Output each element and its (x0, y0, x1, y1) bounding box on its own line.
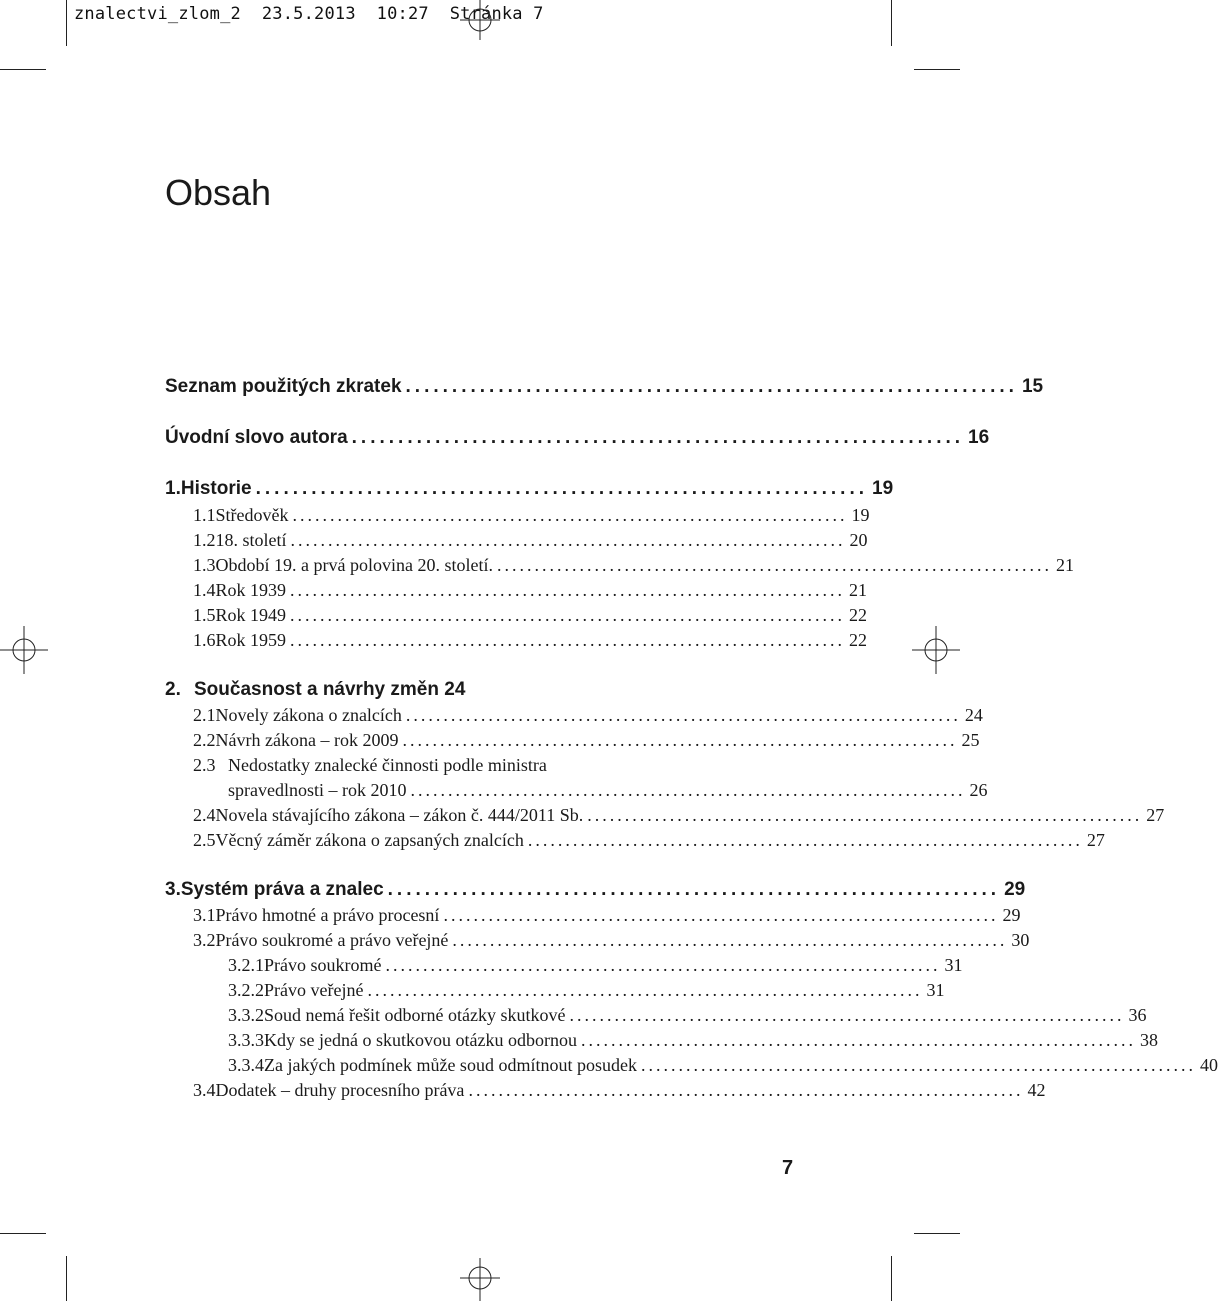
leader-dots: .......................................................................... (405, 705, 961, 725)
toc-entry-label: Dodatek – druhy procesního práva (215, 1080, 465, 1100)
toc-entry-3-3-2[interactable] (228, 1005, 1147, 1030)
toc-entry-2-3[interactable] (193, 755, 786, 780)
toc-entry-label: Středověk (215, 505, 289, 525)
toc-entry-label: Současnost a návrhy změn 24 (194, 679, 466, 700)
toc-entry-page: 36 (1128, 1005, 1147, 1025)
leader-dots: .......................................................................... (587, 805, 1143, 825)
toc-entry-page: 21 (849, 580, 868, 600)
toc-entry-page: 21 (1055, 555, 1074, 575)
toc-entry-label: Seznam použitých zkratek (165, 376, 402, 397)
toc-entry-number: 3.2 (193, 930, 216, 950)
toc-entry-number: 2.5 (193, 830, 216, 850)
toc-entry-number: 2.4 (193, 805, 216, 825)
toc-entry-label: Právo veřejné (264, 980, 364, 1000)
toc-entry-number: 2.1 (193, 705, 216, 725)
toc-entry-page: 27 (1086, 830, 1105, 850)
toc-entry-label: Období 19. a prvá polovina 20. století. (215, 555, 493, 575)
leader-dots: .......................................................................... (290, 630, 846, 650)
toc-entry-1-1[interactable] (193, 505, 870, 530)
toc-entry-page: 19 (851, 505, 870, 525)
toc-entry-3-2-1[interactable] (228, 955, 963, 980)
toc-entry-number: 3.2.1 (228, 955, 264, 975)
toc-entry-page: 30 (1011, 930, 1030, 950)
leader-dots: .......................................................................... (468, 1080, 1024, 1100)
toc-entry-page: 25 (961, 730, 980, 750)
toc-entry-label: Právo hmotné a právo procesní (215, 905, 440, 925)
toc-entry-3-1[interactable] (193, 905, 1021, 930)
toc-entry-label: Úvodní slovo autora (165, 427, 348, 448)
leader-dots: .................................................................. (387, 879, 1001, 900)
toc-entry-page: 15 (1021, 376, 1044, 397)
toc-entry-number: 3.3.2 (228, 1005, 264, 1025)
toc-entry-label: Rok 1939 (215, 580, 287, 600)
toc-entry-number: 2.3 (193, 755, 216, 775)
toc-entry-2-1[interactable] (193, 705, 983, 730)
toc-entry-page: 22 (849, 630, 868, 650)
toc-entry-3-3-4[interactable] (228, 1055, 1218, 1080)
toc-entry-number: 1.6 (193, 630, 216, 650)
toc-entry-number: 1.2 (193, 530, 216, 550)
toc-entry-1-3[interactable] (193, 555, 1074, 580)
toc-entry-page: 42 (1027, 1080, 1046, 1100)
leader-dots: .......................................................................... (527, 830, 1083, 850)
toc-entry-3-3-3[interactable] (228, 1030, 1158, 1055)
toc-entry-number: 1. (165, 478, 181, 499)
toc-entry-1-4[interactable] (193, 580, 868, 605)
toc-entry-2-2[interactable] (193, 730, 980, 755)
toc-entry-1-6[interactable] (193, 630, 868, 655)
leader-dots: .......................................................................... (640, 1055, 1196, 1075)
toc-entry-1-2[interactable] (193, 530, 868, 555)
toc-chapter-1[interactable] (165, 478, 894, 504)
toc-entry-page: 31 (926, 980, 945, 1000)
toc-entry-label: Věcný záměr zákona o zapsaných znalcích (215, 830, 524, 850)
toc-entry-number: 2.2 (193, 730, 216, 750)
toc-entry-label: Soud nemá řešit odborné otázky skutkové (264, 1005, 566, 1025)
leader-dots: .......................................................................... (569, 1005, 1125, 1025)
toc-entry-page: 20 (849, 530, 868, 550)
toc-entry-3-2[interactable] (193, 930, 1030, 955)
toc-entry-number: 1.1 (193, 505, 216, 525)
leader-dots: .......................................................................... (367, 980, 923, 1000)
toc-entry-label: Rok 1949 (215, 605, 287, 625)
toc-entry-page: 22 (849, 605, 868, 625)
toc-entry-number: 1.4 (193, 580, 216, 600)
toc-entry-label: Nedostatky znalecké činnosti podle ministra (228, 755, 547, 775)
leader-dots: .......................................................................... (290, 580, 846, 600)
toc-entry-page: 29 (1004, 879, 1026, 900)
page-number: 7 (782, 1157, 794, 1179)
leader-dots: .................................................................. (351, 427, 965, 448)
toc-entry-label: Za jakých podmínek může soud odmítnout posudek (264, 1055, 637, 1075)
toc-entry-page: 26 (969, 780, 988, 800)
slug-date: 23.5.2013 (261, 4, 356, 24)
toc-entry-abbreviations[interactable] (165, 376, 1044, 402)
toc-entry-page: 31 (944, 955, 963, 975)
toc-entry-label: Právo soukromé (264, 955, 382, 975)
toc-entry-label: Novely zákona o znalcích (215, 705, 402, 725)
toc-entry-number: 1.3 (193, 555, 216, 575)
leader-dots: .................................................................. (405, 376, 1018, 397)
leader-dots: .......................................................................... (290, 530, 846, 550)
toc-chapter-2[interactable] (165, 679, 786, 705)
toc-entry-label: 18. století (215, 530, 287, 550)
toc-entry-page: 27 (1146, 805, 1165, 825)
toc-entry-number: 3.4 (193, 1080, 216, 1100)
toc-entry-number: 3.3.4 (228, 1055, 264, 1075)
toc-entry-number: 3.2.2 (228, 980, 264, 1000)
leader-dots: .......................................................................... (385, 955, 941, 975)
slug-page-label: Stránka 7 (449, 4, 544, 24)
page-title: Obsah (165, 172, 272, 213)
toc-entry-2-3-continued[interactable] (228, 780, 988, 805)
toc-entry-preface[interactable] (165, 427, 990, 453)
toc-entry-number: 2. (165, 679, 181, 700)
leader-dots: .......................................................................... (402, 730, 958, 750)
leader-dots: .......................................................................... (496, 555, 1052, 575)
toc-entry-number: 1.5 (193, 605, 216, 625)
toc-entry-page: 29 (1002, 905, 1021, 925)
toc-entry-2-5[interactable] (193, 830, 1105, 855)
toc-entry-number: 3. (165, 879, 181, 900)
toc-entry-1-5[interactable] (193, 605, 868, 630)
toc-chapter-3[interactable] (165, 879, 1026, 905)
leader-dots: .......................................................................... (292, 505, 848, 525)
leader-dots: .................................................................. (255, 478, 869, 499)
leader-dots: .......................................................................... (290, 605, 846, 625)
toc-entry-label: Návrh zákona – rok 2009 (215, 730, 399, 750)
leader-dots: .......................................................................... (443, 905, 999, 925)
toc-entry-3-4[interactable] (193, 1080, 1046, 1105)
toc-entry-page: 19 (872, 478, 894, 499)
leader-dots: .......................................................................... (410, 780, 966, 800)
toc-entry-label: Systém práva a znalec (180, 879, 384, 900)
leader-dots: .......................................................................... (580, 1030, 1136, 1050)
toc-entry-number: 3.1 (193, 905, 216, 925)
toc-entry-label: Historie (180, 478, 252, 499)
toc-entry-label: Novela stávajícího zákona – zákon č. 444/2011 Sb. (215, 805, 584, 825)
toc-entry-page: 38 (1139, 1030, 1158, 1050)
toc-entry-label: Právo soukromé a právo veřejné (215, 930, 449, 950)
toc-entry-number: 3.3.3 (228, 1030, 264, 1050)
toc-entry-label: Kdy se jedná o skutkovou otázku odbornou (264, 1030, 577, 1050)
toc-entry-2-4[interactable] (193, 805, 1165, 830)
leader-dots: .......................................................................... (452, 930, 1008, 950)
toc-entry-page: 16 (968, 427, 990, 448)
slug-time: 10:27 (376, 4, 429, 24)
toc-entry-page: 40 (1199, 1055, 1218, 1075)
toc-entry-page: 24 (964, 705, 983, 725)
toc-entry-label: Rok 1959 (215, 630, 287, 650)
toc-entry-label-continued: spravedlnosti – rok 2010 (228, 780, 407, 800)
slug-filename: znalectvi_zlom_2 (74, 4, 241, 24)
toc-entry-3-2-2[interactable] (228, 980, 945, 1005)
